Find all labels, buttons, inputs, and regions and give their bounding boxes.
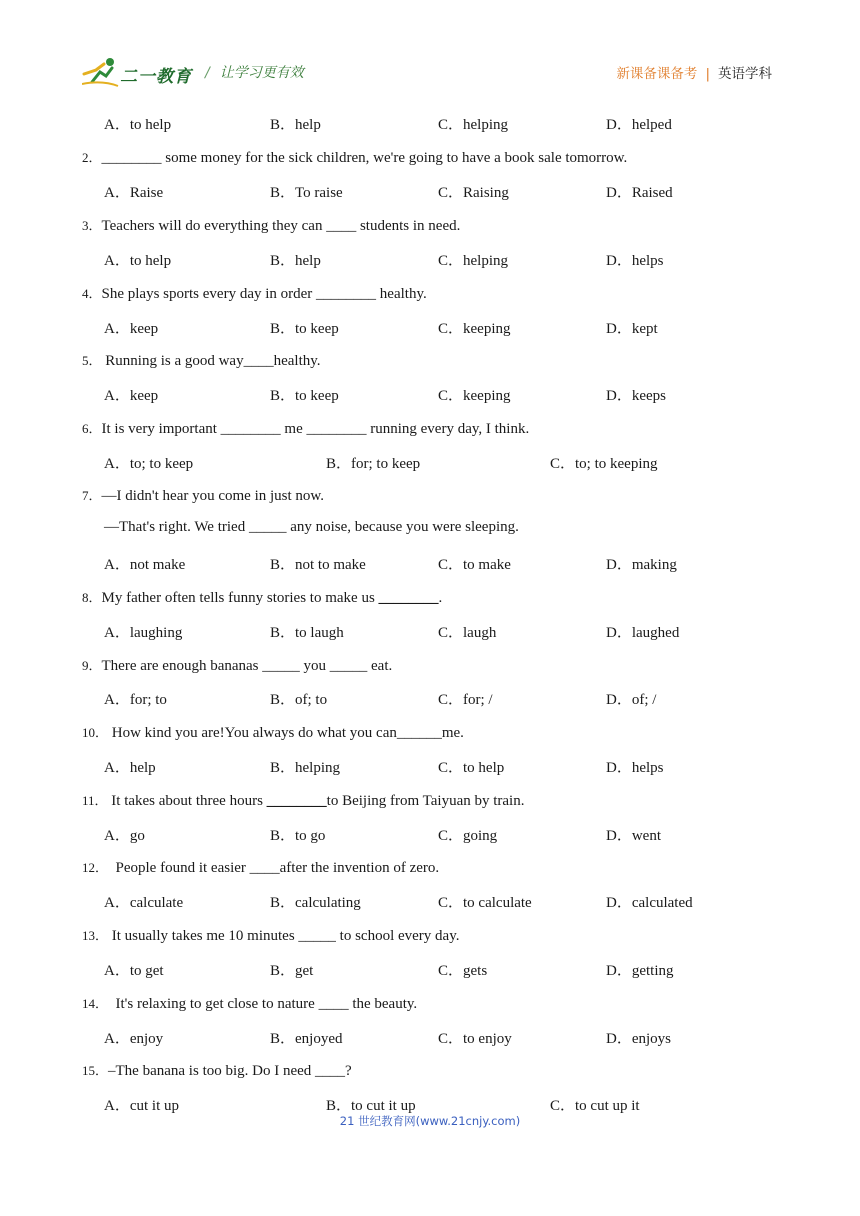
answer-blank: ________ [378, 590, 439, 606]
answer-option[interactable]: D．Raised [606, 185, 673, 201]
question-stem [82, 993, 417, 1013]
answer-option[interactable]: D．kept [606, 321, 658, 337]
header-separator: | [705, 66, 710, 82]
answer-option[interactable]: A．help [104, 760, 156, 776]
answer-option[interactable]: A．to get [104, 963, 164, 979]
question-text: It is very important ________ me ________ running every day, I think. [101, 421, 530, 437]
question-number: 4． [82, 286, 102, 301]
answer-option[interactable]: C．going [438, 828, 498, 844]
answer-option[interactable]: B．get [270, 963, 314, 979]
answer-option[interactable]: C．to calculate [438, 895, 532, 911]
page-footer: 21 世纪教育网(www.21cnjy.com) [339, 1114, 521, 1128]
question-stem [82, 925, 459, 945]
answer-option[interactable]: A．to help [104, 117, 172, 133]
question-text: There are enough bananas _____ you _____ eat. [101, 658, 393, 674]
question-number: 14． [82, 996, 109, 1011]
answer-option[interactable]: D．helped [606, 117, 672, 133]
answer-option[interactable]: C．gets [438, 963, 488, 979]
answer-option[interactable]: A．not make [104, 557, 186, 573]
answer-option[interactable]: A．go [104, 828, 145, 844]
answer-blank: ________ [266, 793, 327, 809]
answer-option[interactable]: C．to enjoy [438, 1031, 512, 1047]
answer-option[interactable]: C．keeping [438, 321, 511, 337]
answer-option[interactable]: A．laughing [104, 625, 183, 641]
question-number: 11． [82, 793, 108, 808]
question-number: 2． [82, 150, 102, 165]
question-text: —I didn't hear you come in just now. [101, 488, 325, 504]
question-number: 5． [82, 353, 102, 368]
answer-option[interactable]: B．helping [270, 760, 340, 776]
answer-option[interactable]: B．To raise [270, 185, 343, 201]
question-number: 6． [82, 421, 102, 436]
question-number: 12． [82, 860, 109, 875]
question-number: 13． [82, 928, 109, 943]
answer-option[interactable]: B．for; to keep [326, 456, 421, 472]
answer-option[interactable]: B．to cut it up [326, 1098, 416, 1114]
question-stem [82, 655, 392, 675]
header-right [616, 62, 772, 82]
answer-option[interactable]: B．calculating [270, 895, 361, 911]
answer-option[interactable]: A．keep [104, 321, 159, 337]
question-text-end: . [438, 590, 443, 606]
question-stem [82, 1060, 352, 1080]
question-stem [82, 722, 464, 742]
answer-option[interactable]: C．to; to keeping [550, 456, 658, 472]
answer-option[interactable]: A．to; to keep [104, 456, 194, 472]
answer-option[interactable]: C．to cut up it [550, 1098, 640, 1114]
answer-option[interactable]: A．calculate [104, 895, 184, 911]
answer-option[interactable]: B．to keep [270, 321, 339, 337]
question-text: Running is a good way____healthy. [101, 353, 321, 369]
answer-option[interactable]: B．to laugh [270, 625, 344, 641]
question-number: 15． [82, 1063, 109, 1078]
page-header [0, 0, 860, 100]
question-number: 8． [82, 590, 102, 605]
question-stem [82, 790, 524, 810]
question-number: 7． [82, 488, 102, 503]
question-text: It takes about three hours [107, 793, 267, 809]
answer-option[interactable]: D．calculated [606, 895, 693, 911]
answer-option[interactable]: B．enjoyed [270, 1031, 343, 1047]
answer-option[interactable]: D．getting [606, 963, 674, 979]
answer-option[interactable]: D．of; / [606, 692, 657, 708]
answer-option[interactable]: C．for; / [438, 692, 493, 708]
question-stem [82, 215, 460, 235]
question-stem [82, 857, 439, 877]
answer-option[interactable]: C．helping [438, 253, 508, 269]
question-stem [82, 350, 321, 370]
answer-option[interactable]: A．cut it up [104, 1098, 179, 1114]
question-number: 10． [82, 725, 109, 740]
answer-option[interactable]: C．to help [438, 760, 505, 776]
slogan [205, 62, 304, 82]
answer-option[interactable]: D．enjoys [606, 1031, 671, 1047]
question-text: She plays sports every day in order ________ healthy. [101, 286, 427, 302]
question-dialogue-line: —That's right. We tried _____ any noise, because you were sleeping. [104, 519, 519, 535]
answer-option[interactable]: D．helps [606, 253, 664, 269]
answer-option[interactable]: D．went [606, 828, 661, 844]
slogan-text: 让学习更有效 [219, 65, 304, 81]
question-text: ________ some money for the sick children, we're going to have a book sale tomorrow. [101, 150, 628, 166]
question-text: My father often tells funny stories to make us [101, 590, 379, 606]
question-text-end: to Beijing from Taiyuan by train. [326, 793, 525, 809]
question-number: 3． [82, 218, 102, 233]
answer-option[interactable]: D．laughed [606, 625, 680, 641]
question-text: It usually takes me 10 minutes _____ to school every day. [108, 928, 460, 944]
question-text: People found it easier ____after the invention of zero. [108, 860, 440, 876]
answer-option[interactable]: D．keeps [606, 388, 666, 404]
question-stem [82, 147, 627, 167]
header-tag: 新课备课备考 [616, 66, 698, 82]
answer-option[interactable]: C．to make [438, 557, 511, 573]
answer-option[interactable]: A．enjoy [104, 1031, 164, 1047]
question-stem [82, 587, 442, 607]
answer-option[interactable]: B．help [270, 117, 321, 133]
question-text: It's relaxing to get close to nature ____ the beauty. [108, 996, 418, 1012]
answer-option[interactable]: B．of; to [270, 692, 328, 708]
answer-option[interactable]: C．laugh [438, 625, 497, 641]
answer-option[interactable]: A．Raise [104, 185, 164, 201]
answer-option[interactable]: A．keep [104, 388, 159, 404]
answer-option[interactable]: A．for; to [104, 692, 167, 708]
answer-option[interactable]: D．making [606, 557, 677, 573]
slogan-slash: / [205, 65, 210, 81]
question-stem [82, 283, 427, 303]
answer-option[interactable]: C．helping [438, 117, 508, 133]
header-subject: 英语学科 [718, 66, 772, 82]
answer-option[interactable]: D．helps [606, 760, 664, 776]
answer-option[interactable]: B．help [270, 253, 321, 269]
question-stem [82, 418, 529, 438]
question-number: 9． [82, 658, 102, 673]
answer-option[interactable]: B．not to make [270, 557, 366, 573]
answer-option[interactable]: A．to help [104, 253, 172, 269]
question-text: Teachers will do everything they can ____ students in need. [101, 218, 461, 234]
answer-option[interactable]: B．to keep [270, 388, 339, 404]
question-text: How kind you are!You always do what you can______me. [108, 725, 464, 741]
answer-option[interactable]: C．Raising [438, 185, 509, 201]
question-text: –The banana is too big. Do I need ____? [108, 1063, 352, 1079]
question-stem [82, 485, 324, 505]
answer-option[interactable]: B．to go [270, 828, 326, 844]
answer-option[interactable]: C．keeping [438, 388, 511, 404]
logo-text: 二一教育 [120, 67, 192, 87]
